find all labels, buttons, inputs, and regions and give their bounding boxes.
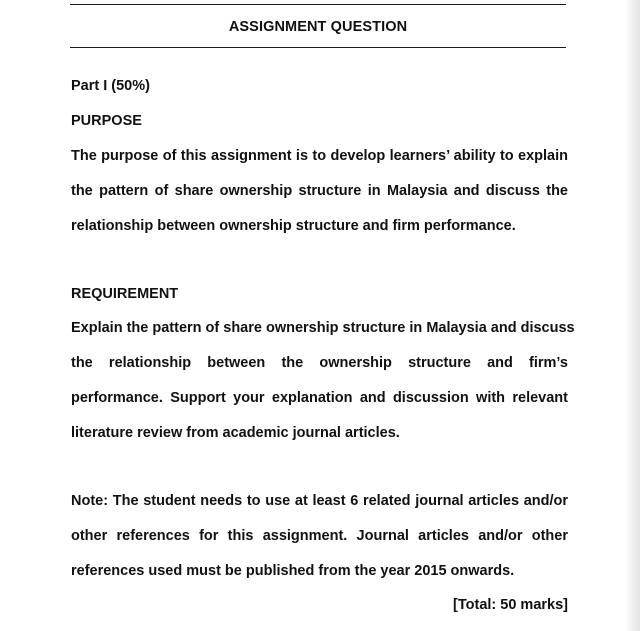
requirement-line-1: Explain the pattern of share ownership structure in Malaysia and discuss bbox=[71, 320, 575, 336]
title-rule bbox=[70, 47, 566, 48]
purpose-line-1: The purpose of this assignment is to develop learners’ ability to explain bbox=[71, 148, 568, 164]
purpose-heading: PURPOSE bbox=[71, 113, 142, 129]
total-marks: [Total: 50 marks] bbox=[453, 597, 568, 613]
requirement-line-2: the relationship between the ownership structure and firm’s bbox=[71, 355, 568, 371]
note-line-2: other references for this assignment. Journal articles and/or other bbox=[71, 528, 568, 544]
top-rule bbox=[70, 4, 566, 5]
page-title: ASSIGNMENT QUESTION bbox=[228, 19, 408, 35]
requirement-paragraph bbox=[71, 318, 575, 443]
purpose-paragraph bbox=[71, 146, 568, 236]
part-label-block bbox=[71, 76, 568, 96]
page-edge-shadow bbox=[626, 0, 640, 631]
note-paragraph bbox=[71, 491, 568, 581]
requirement-heading-block bbox=[71, 284, 568, 304]
purpose-heading-block bbox=[71, 111, 568, 131]
requirement-line-3: performance. Support your explanation and discussion with relevant bbox=[71, 390, 568, 406]
purpose-line-2: the pattern of share ownership structure in Malaysia and discuss the bbox=[71, 183, 568, 199]
note-line-3: references used must be published from the year 2015 onwards. bbox=[71, 563, 515, 579]
requirement-line-4: literature review from academic journal articles. bbox=[71, 425, 400, 441]
purpose-line-3: relationship between ownership structure and firm performance. bbox=[71, 218, 516, 234]
note-line-1: Note: The student needs to use at least 6 related journal articles and/or bbox=[71, 493, 568, 509]
requirement-heading: REQUIREMENT bbox=[71, 286, 179, 302]
total-block bbox=[71, 595, 568, 615]
part-label: Part I (50%) bbox=[71, 78, 150, 94]
